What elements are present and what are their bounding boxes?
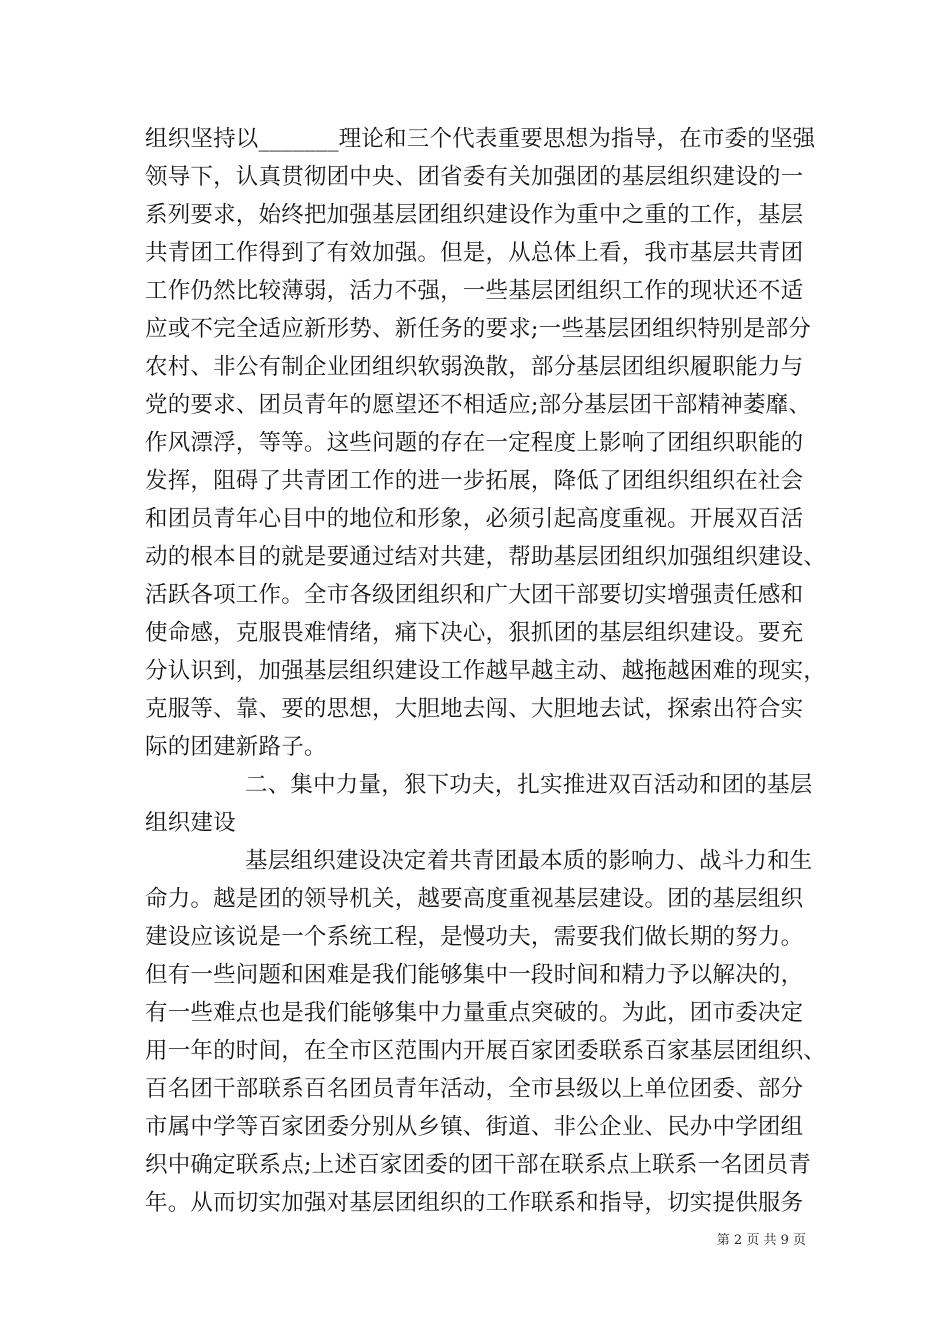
text-line: 但有一些问题和困难是我们能够集中一段时间和精力予以解决的， <box>145 962 804 988</box>
text-line: 际的团建新路子。 <box>145 734 327 760</box>
text-line: 克服等、靠、要的思想，大胆地去闯、大胆地去试，探索出符合实 <box>145 696 804 722</box>
text-line: 年。从而切实加强对基层团组织的工作联系和指导，切实提供服务 <box>145 1190 804 1216</box>
text-line: 组织坚持以_______理论和三个代表重要思想为指导，在市委的坚强 <box>145 126 816 152</box>
text-line: 党的要求、团员青年的愿望还不相适应;部分基层团干部精神萎靡、 <box>145 392 812 418</box>
text-line: 基层组织建设决定着共青团最本质的影响力、战斗力和生 <box>245 848 813 874</box>
text-line: 共青团工作得到了有效加强。但是，从总体上看，我市基层共青团 <box>145 240 804 266</box>
section-heading-line: 组织建设 <box>145 810 236 836</box>
section-heading-line: 二、集中力量，狠下功夫，扎实推进双百活动和团的基层 <box>245 772 813 798</box>
text-line: 百名团干部联系百名团员青年活动，全市县级以上单位团委、部分 <box>145 1076 804 1102</box>
page-number-footer: 第 2 页 共 9 页 <box>716 1233 806 1248</box>
text-line: 动的根本目的就是要通过结对共建，帮助基层团组织加强组织建设、 <box>145 544 827 570</box>
text-line: 织中确定联系点;上述百家团委的团干部在联系点上联系一名团员青 <box>145 1152 812 1178</box>
text-line: 农村、非公有制企业团组织软弱涣散，部分基层团组织履职能力与 <box>145 354 804 380</box>
text-line: 活跃各项工作。全市各级团组织和广大团干部要切实增强责任感和 <box>145 582 804 608</box>
text-line: 和团员青年心目中的地位和形象，必须引起高度重视。开展双百活 <box>145 506 804 532</box>
text-line: 应或不完全适应新形势、新任务的要求;一些基层团组织特别是部分 <box>145 316 812 342</box>
text-line: 使命感，克服畏难情绪，痛下决心，狠抓团的基层组织建设。要充 <box>145 620 804 646</box>
text-line: 分认识到，加强基层组织建设工作越早越主动、越拖越困难的现实， <box>145 658 827 684</box>
text-line: 工作仍然比较薄弱，活力不强，一些基层团组织工作的现状还不适 <box>145 278 804 304</box>
text-line: 市属中学等百家团委分别从乡镇、街道、非公企业、民办中学团组 <box>145 1114 804 1140</box>
text-line: 有一些难点也是我们能够集中力量重点突破的。为此，团市委决定 <box>145 1000 804 1026</box>
text-line: 命力。越是团的领导机关，越要高度重视基层建设。团的基层组织 <box>145 886 804 912</box>
text-line: 作风漂浮，等等。这些问题的存在一定程度上影响了团组织职能的 <box>145 430 804 456</box>
text-line: 发挥，阻碍了共青团工作的进一步拓展，降低了团组织组织在社会 <box>145 468 804 494</box>
text-line: 领导下，认真贯彻团中央、团省委有关加强团的基层组织建设的一 <box>145 164 804 190</box>
text-line: 系列要求，始终把加强基层团组织建设作为重中之重的工作，基层 <box>145 202 804 228</box>
text-line: 用一年的时间，在全市区范围内开展百家团委联系百家基层团组织、 <box>145 1038 827 1064</box>
text-line: 建设应该说是一个系统工程，是慢功夫，需要我们做长期的努力。 <box>145 924 804 950</box>
